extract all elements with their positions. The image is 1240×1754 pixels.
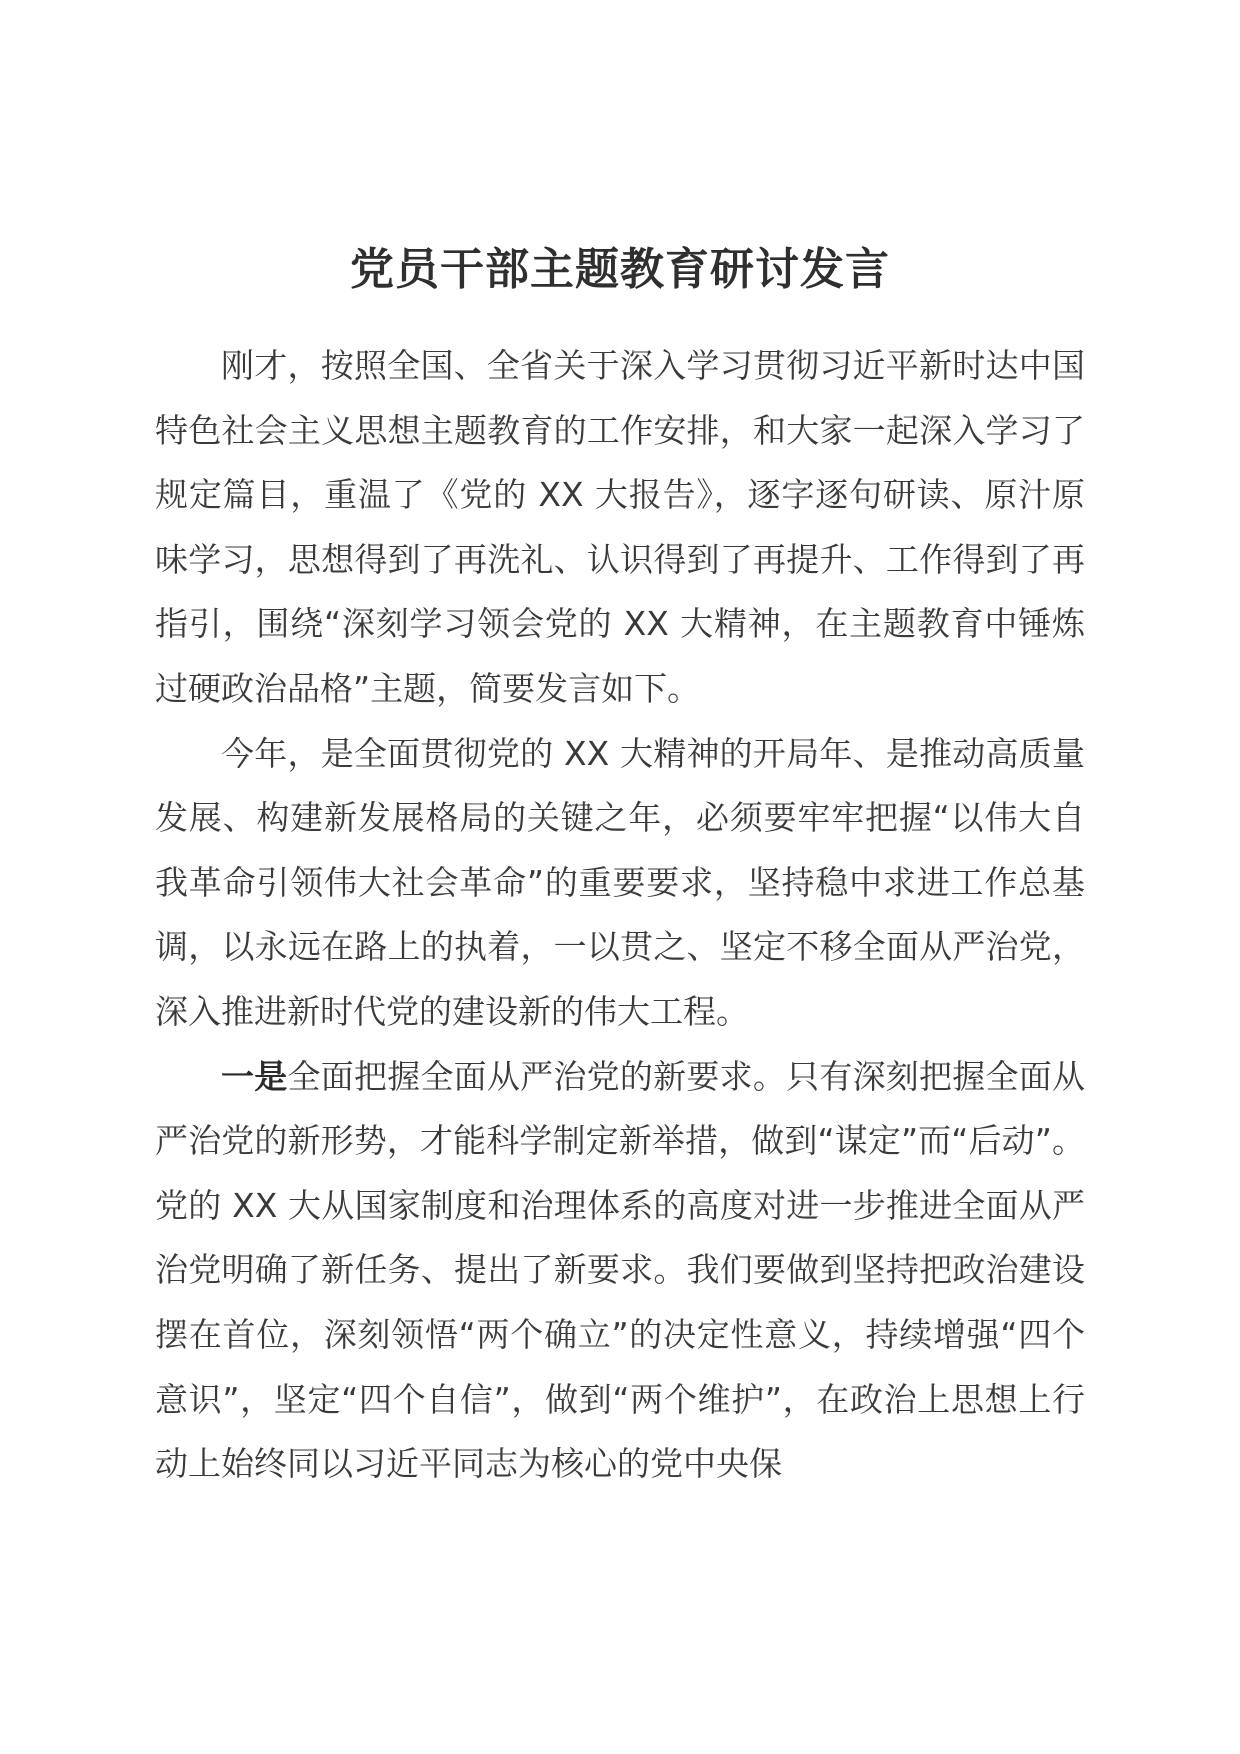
paragraph-intro — [155, 334, 1085, 722]
document-body — [155, 334, 1085, 1497]
document-title: 党员干部主题教育研讨发言 — [350, 244, 890, 295]
paragraph-lead: 一是 — [221, 1056, 288, 1096]
paragraph-text: 今年，是全面贯彻党的 XX 大精神的开局年、是推动高质量发展、构建新发展格局的关键之年，必须要牢牢把握“以伟大自我革命引领伟大社会革命”的重要要求，坚持稳中求进工作总基调，以永远在路上的执着，一以贯之、坚定不移全面从严治党，深入推进新时代党的建设新的伟大工程。 — [155, 733, 1085, 1031]
paragraph-text: 刚才，按照全国、全省关于深入学习贯彻习近平新时达中国特色社会主义思想主题教育的工作安排，和大家一起深入学习了规定篇目，重温了《党的 XX 大报告》，逐字逐句研读、原汁原味学习，思想得到了再洗礼、认识得到了再提升、工作得到了再指引，围绕“深刻学习领会党的 XX 大精神，在主题教育中锤炼过硬政治品格”主题，简要发言如下。 — [155, 346, 1085, 708]
paragraph-context — [155, 722, 1085, 1045]
paragraph-point-one — [155, 1045, 1085, 1497]
paragraph-text: 全面把握全面从严治党的新要求。只有深刻把握全面从严治党的新形势，才能科学制定新举措，做到“谋定”而“后动”。党的 XX 大从国家制度和治理体系的高度对进一步推进全面从严治党明确了新任务、提出了新要求。我们要做到坚持把政治建设摆在首位，深刻领悟“两个确立”的决定性意义，持续增强“四个意识”，坚定“四个自信”，做到“两个维护”，在政治上思想上行动上始终同以习近平同志为核心的党中央保 — [155, 1056, 1086, 1484]
